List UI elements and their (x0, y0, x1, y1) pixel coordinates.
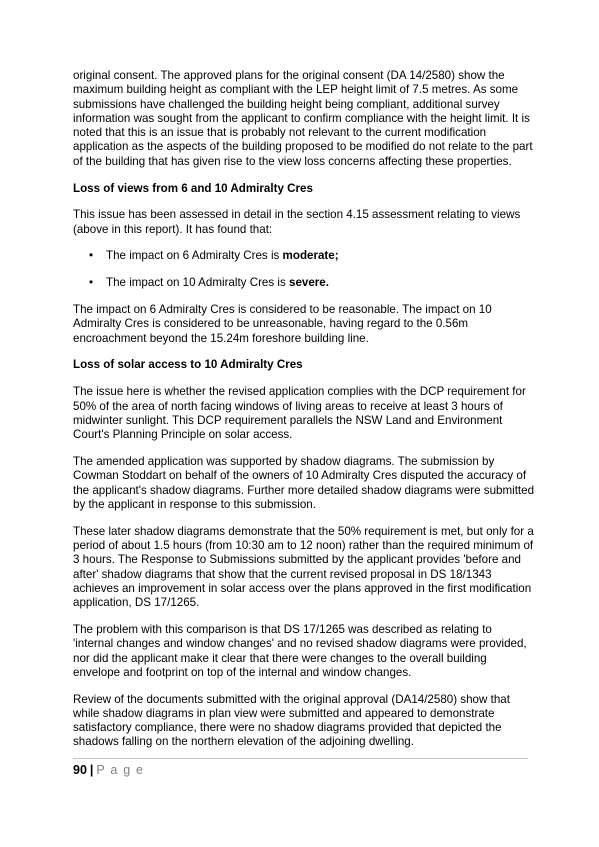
page-footer (73, 758, 528, 778)
heading-loss-of-views: Loss of views from 6 and 10 Admiralty Cres (73, 181, 313, 195)
page-number: 90 (73, 763, 87, 777)
impact-list (73, 249, 535, 290)
paragraph-views-assessment: This issue has been assessed in detail in the section 4.15 assessment relating to views (above in this report). It has found that: (73, 208, 521, 236)
list-item-text: The impact on 6 Admiralty Cres is (106, 249, 283, 263)
paragraph-shadow-diagrams: The amended application was supported by shadow diagrams. The submission by Cowman Stoddart on behalf of the owners of 10 Admiralty Cres disputed the accuracy of the applicant's shadow diagrams. Further more detailed shadow diagrams were submitted by the applicant in response to this submission. (73, 454, 535, 511)
paragraph-impact-conclusion: The impact on 6 Admiralty Cres is considered to be reasonable. The impact on 10 Admiralty Cres is considered to be unreasonable, having regard to the 0.56m encroachment beyond the 15.24m foreshore building line. (73, 303, 492, 345)
paragraph-later-diagrams: These later shadow diagrams demonstrate that the 50% requirement is met, but only for a period of about 1.5 hours (from 10:30 am to 12 noon) rather than the required minimum of 3 hours. The Response to Submissions submitted by the applicant provides 'before and after' shadow diagrams that show that the current revised proposal in DS 18/1343 achieves an improvement in solar access over the plans approved in the first modification application, DS 17/1265. (73, 524, 534, 610)
list-item-emphasis: moderate; (282, 249, 339, 263)
list-item (73, 276, 535, 290)
bullet-icon: • (89, 276, 94, 290)
list-item-emphasis: severe. (289, 276, 329, 290)
bullet-icon: • (89, 249, 94, 263)
paragraph-dcp-requirement: The issue here is whether the revised application complies with the DCP requirement for 50% of the area of north facing windows of living areas to receive at least 3 hours of midwinter sunlight. This DCP requirement parallels the NSW Land and Environment Court's Planning Principle on solar access. (73, 385, 526, 442)
paragraph-comparison-problem: The problem with this comparison is that DS 17/1265 was described as relating to 'internal changes and window changes' and no revised shadow diagrams were provided, nor did the applicant make it clear that there were changes to the overall building envelope and footprint on top of the internal and window changes. (73, 622, 527, 679)
heading-loss-of-solar-access: Loss of solar access to 10 Admiralty Cres (73, 358, 303, 372)
list-item-text: The impact on 10 Admiralty Cres is (106, 276, 289, 290)
paragraph-original-consent: original consent. The approved plans for the original consent (DA 14/2580) show the maximum building height as compliant with the LEP height limit of 7.5 metres. As some submissions have challenged the building height being compliant, additional survey information was sought from the applicant to confirm compliance with the height limit. It is noted that this is an issue that is probably not relevant to the current modification application as the aspects of the building proposed to be modified do not relate to the part of the building that has given rise to the view loss concerns affecting these properties. (73, 69, 533, 168)
paragraph-original-review: Review of the documents submitted with the original approval (DA14/2580) show that while shadow diagrams in plan view were submitted and appeared to demonstrate satisfactory compliance, there were no shadow diagrams provided that depicted the shadows falling on the northern elevation of the adjoining dwelling. (73, 692, 510, 749)
document-body (73, 69, 535, 762)
page-label: P a g e (96, 763, 145, 777)
footer-separator: | (89, 763, 94, 777)
list-item (73, 249, 535, 263)
